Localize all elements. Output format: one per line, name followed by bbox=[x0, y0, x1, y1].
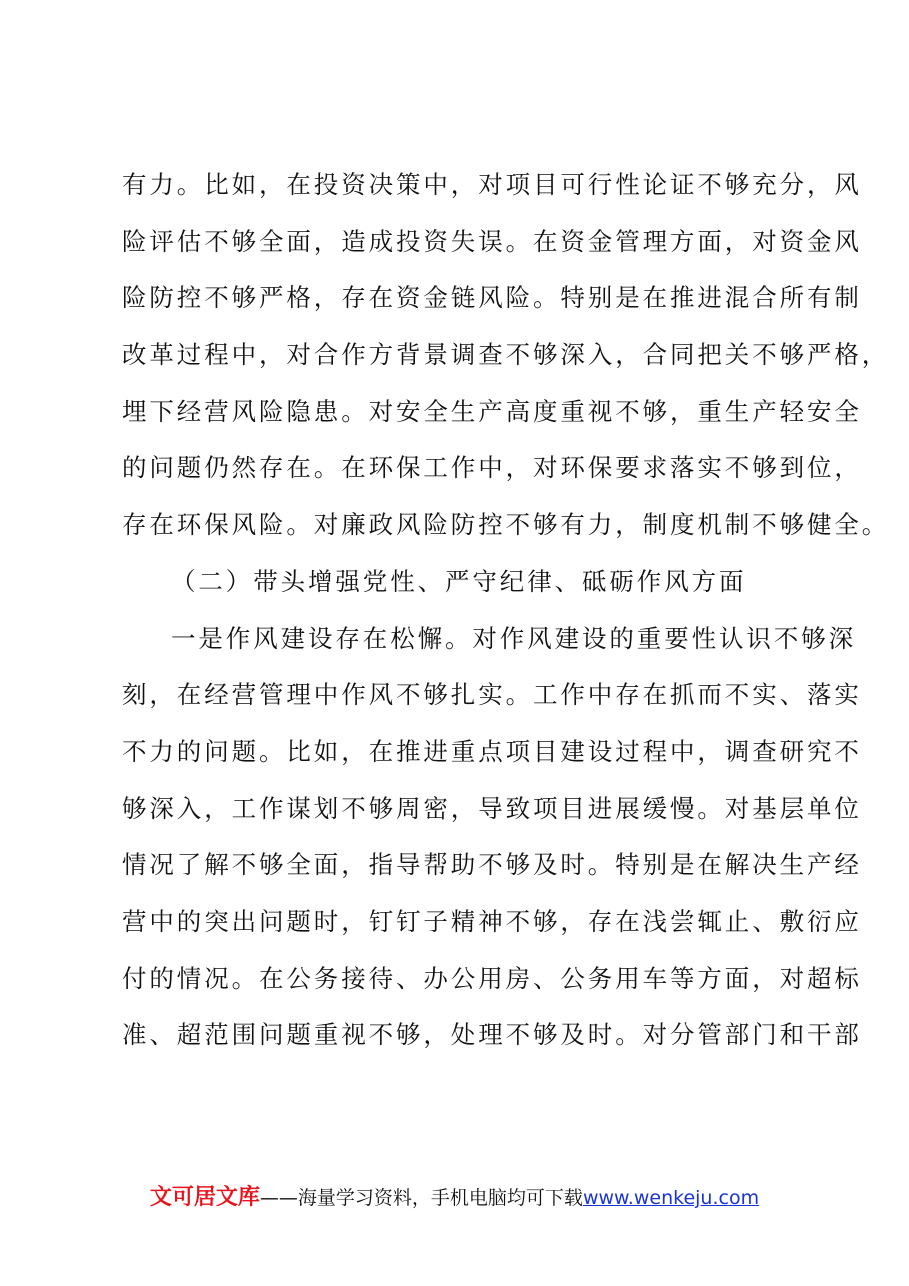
text-line: 营中的突出问题时，钉钉子精神不够，存在浅尝辄止、敷衍应 bbox=[122, 906, 862, 936]
brand-name: 文可居文库 bbox=[149, 1185, 260, 1210]
paragraph-first-line: 一是作风建设存在松懈。对作风建设的重要性认识不够深 bbox=[171, 623, 856, 653]
text-line: 险评估不够全面，造成投资失误。在资金管理方面，对资金风 bbox=[122, 226, 862, 256]
text-line: 不力的问题。比如，在推进重点项目建设过程中，调查研究不 bbox=[122, 736, 862, 766]
text-line: 付的情况。在公务接待、办公用房、公务用车等方面，对超标 bbox=[122, 963, 862, 993]
text-line: 刻，在经营管理中作风不够扎实。工作中存在抓而不实、落实 bbox=[122, 680, 862, 710]
document-body bbox=[122, 163, 890, 1070]
text-line: 埋下经营风险隐患。对安全生产高度重视不够，重生产轻安全 bbox=[122, 396, 862, 426]
text-line: 存在环保风险。对廉政风险防控不够有力，制度机制不够健全。 bbox=[122, 510, 890, 540]
text-line: 情况了解不够全面，指导帮助不够及时。特别是在解决生产经 bbox=[122, 850, 862, 880]
section-heading: （二）带头增强党性、严守纪律、砥砺作风方面 bbox=[171, 566, 747, 596]
text-line: 的问题仍然存在。在环保工作中，对环保要求落实不够到位， bbox=[122, 453, 862, 483]
text-line: 够深入，工作谋划不够周密，导致项目进展缓慢。对基层单位 bbox=[122, 793, 862, 823]
text-line: 准、超范围问题重视不够，处理不够及时。对分管部门和干部 bbox=[122, 1020, 862, 1050]
footer-tagline: ——海量学习资料，手机电脑均可下载 bbox=[259, 1187, 583, 1209]
text-line: 险防控不够严格，存在资金链风险。特别是在推进混合所有制 bbox=[122, 283, 862, 313]
website-link[interactable]: www.wenkeju.com bbox=[582, 1187, 760, 1209]
footer-banner bbox=[0, 1180, 909, 1211]
text-line: 改革过程中，对合作方背景调查不够深入，合同把关不够严格， bbox=[122, 340, 890, 370]
text-line: 有力。比如，在投资决策中，对项目可行性论证不够充分，风 bbox=[122, 170, 862, 199]
